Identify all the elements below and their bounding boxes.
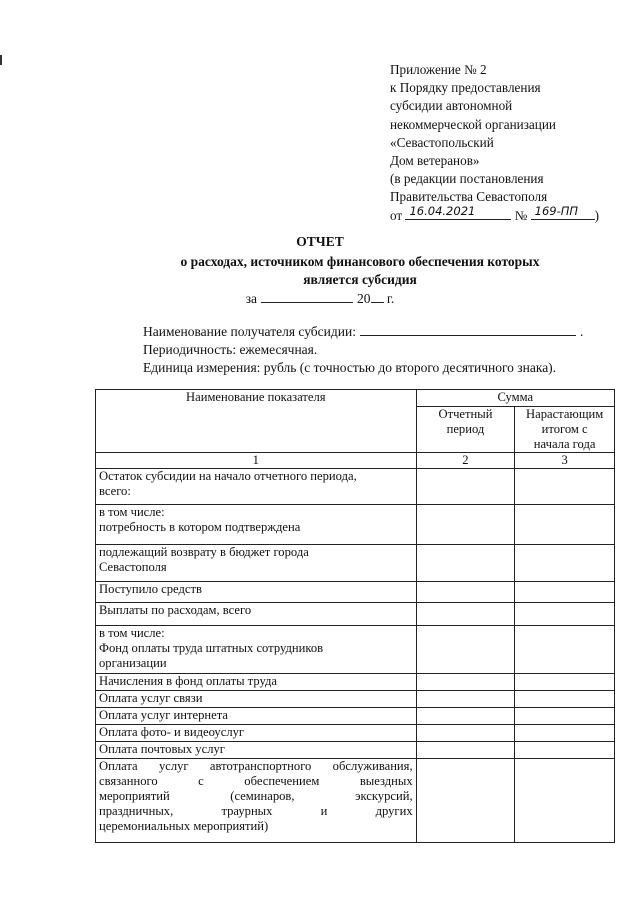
annex-line: (в редакции постановления: [390, 171, 544, 187]
annex-line: «Севастопольский: [390, 134, 494, 150]
row-label: Остаток субсидии на начало отчетного периода, всего:: [96, 469, 417, 505]
table-row: [96, 545, 615, 582]
col-number-1: 1: [96, 453, 417, 469]
header-sum: Сумма: [416, 390, 614, 407]
recipient-label: Наименование получателя субсидии:: [143, 324, 356, 339]
value-cell-cumulative: [515, 691, 615, 708]
report-period: [0, 290, 640, 307]
annex-line: субсидии автономной: [390, 98, 513, 114]
value-cell-period: [416, 759, 515, 843]
annex-line: к Порядку предоставления: [390, 80, 541, 96]
header-indicator-name: Наименование показателя: [96, 390, 417, 453]
value-cell-cumulative: [515, 725, 615, 742]
row-label: Оплата фото- и видеоуслуг: [96, 725, 417, 742]
value-cell-period: [416, 582, 515, 603]
value-cell-period: [416, 691, 515, 708]
value-cell-cumulative: [515, 674, 615, 691]
annex-line: Дом ветеранов»: [390, 153, 480, 169]
value-cell-period: [416, 626, 515, 674]
report-subtitle: [145, 253, 575, 289]
unit-line: Единица измерения: рубль (с точностью до второго десятичного знака).: [143, 360, 557, 375]
period-prefix: за: [245, 291, 258, 306]
value-cell-cumulative: [515, 582, 615, 603]
row-label: Начисления в фонд оплаты труда: [96, 674, 417, 691]
value-cell-cumulative: [515, 505, 615, 545]
table-row: [96, 742, 615, 759]
recipient-blank: [360, 323, 576, 336]
recipient-end: .: [579, 324, 584, 339]
annex-line: Приложение № 2: [390, 62, 487, 77]
value-cell-period: [416, 708, 515, 725]
annex-block: [390, 61, 630, 225]
table-row: [96, 469, 615, 505]
annex-line: некоммерческой организации: [390, 116, 556, 132]
table-row: [96, 759, 615, 843]
value-cell-cumulative: [515, 603, 615, 626]
table-row: [96, 725, 615, 742]
value-cell-cumulative: [515, 708, 615, 725]
table-row: [96, 708, 615, 725]
header-cumulative: Нарастающим итогом с начала года: [515, 407, 615, 453]
report-title: ОТЧЕТ: [296, 234, 344, 249]
value-cell-cumulative: [515, 469, 615, 505]
value-cell-period: [416, 742, 515, 759]
periodicity-line: Периодичность: ежемесячная.: [143, 342, 318, 357]
row-label: Выплаты по расходам, всего: [96, 603, 417, 626]
period-suffix: г.: [386, 291, 395, 306]
period-year: 20: [357, 291, 371, 306]
row-label: в том числе: Фонд оплаты труда штатных сотрудников организации: [96, 626, 417, 674]
annex-line: Правительства Севастополя: [390, 189, 548, 205]
table-row: [96, 691, 615, 708]
value-cell-cumulative: [515, 545, 615, 582]
value-cell-period: [416, 545, 515, 582]
row-label: Оплата почтовых услуг: [96, 742, 417, 759]
subtitle-line: является субсидия: [303, 272, 417, 287]
col-number-3: 3: [515, 453, 615, 469]
value-cell-period: [416, 469, 515, 505]
table-row: [96, 674, 615, 691]
report-table: [95, 389, 615, 843]
col-number-2: 2: [416, 453, 515, 469]
number-blank: [531, 204, 595, 220]
row-label: подлежащий возврату в бюджет города Севастополя: [96, 545, 417, 582]
handwritten-number: 169-ПП: [534, 204, 579, 219]
value-cell-period: [416, 674, 515, 691]
closing-paren: ): [594, 207, 600, 223]
value-cell-period: [416, 725, 515, 742]
table-row: [96, 582, 615, 603]
row-label: Оплата услуг интернета: [96, 708, 417, 725]
value-cell-cumulative: [515, 759, 615, 843]
row-label: Поступило средств: [96, 582, 417, 603]
row-label: Оплата услуг связи: [96, 691, 417, 708]
row-label: в том числе: потребность в котором подтверждена: [96, 505, 417, 545]
date-prefix: от: [390, 207, 403, 223]
value-cell-period: [416, 603, 515, 626]
annex-date-line: [390, 204, 630, 225]
table-row: [96, 505, 615, 545]
period-blank: [261, 290, 353, 303]
row-label: Оплата услуг автотранспортного обслуживания, связанного с обеспечением выездных мероприятий (семинаров, экскурсий, праздничных, траурных и других церемониальных мероприятий): [96, 759, 417, 843]
header-reporting-period: Отчетный период: [416, 407, 515, 453]
date-blank: [405, 204, 511, 220]
value-cell-cumulative: [515, 742, 615, 759]
table-row: [96, 603, 615, 626]
table-row: [96, 626, 615, 674]
subtitle-line: о расходах, источником финансового обеспечения которых: [180, 254, 540, 269]
page-edge-mark: [0, 55, 2, 65]
value-cell-period: [416, 505, 515, 545]
year-blank: [371, 290, 384, 303]
value-cell-cumulative: [515, 626, 615, 674]
number-prefix: №: [514, 207, 528, 223]
handwritten-date: 16.04.2021: [409, 204, 476, 219]
recipient-line: [143, 323, 583, 340]
